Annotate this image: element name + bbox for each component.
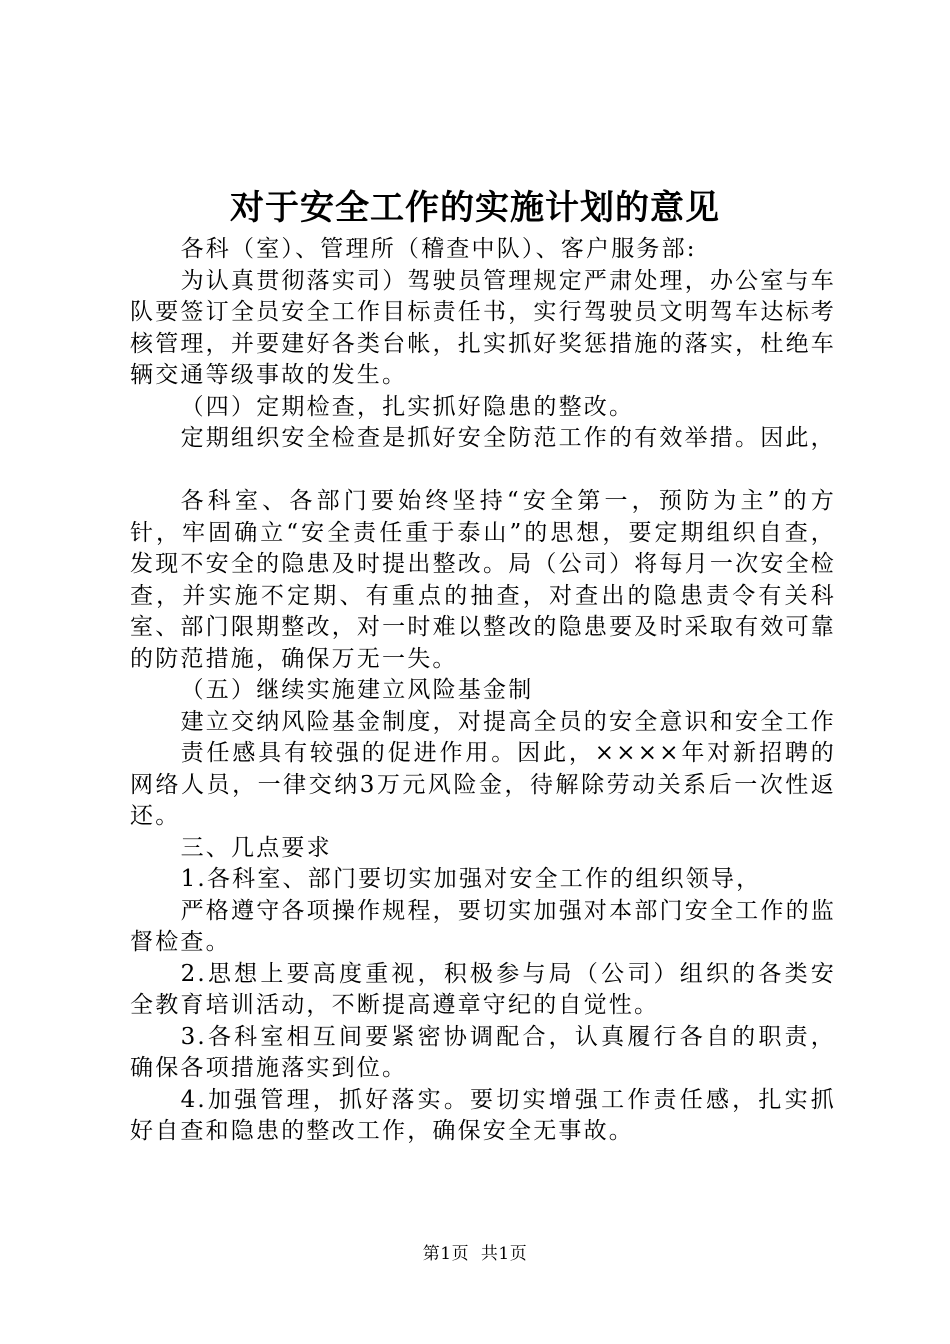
heading-section-5: （五）继续实施建立风险基金制 xyxy=(180,677,534,703)
paragraph-addressee: 各科（室）、管理所（稽查中队）、客户服务部: xyxy=(180,236,697,262)
paragraph-safety-inspection: 各科室、各部门要始终坚持“安全第一，预防为主”的方针，牢固确立“安全责任重于泰山”的思想，要定期组织自查，发现不安全的隐患及时提出整改。局（公司）将每月一次安全检查，并实施不定期、有重点的抽查，对查出的隐患责令有关科室、部门限期整改，对一时难以整改的隐患要及时采取有效可靠的防范措施，确保万无一失。 xyxy=(130,488,836,672)
requirement-1-continued: 严格遵守各项操作规程，要切实加强对本部门安全工作的监督检查。 xyxy=(130,897,836,955)
paragraph-safety-inspection-intro: 定期组织安全检查是抓好安全防范工作的有效举措。因此， xyxy=(180,425,836,451)
paragraph-driver-management: 为认真贯彻落实司）驾驶员管理规定严肃处理，办公室与车队要签订全员安全工作目标责任书，实行驾驶员文明驾车达标考核管理，并要建好各类台帐，扎实抓好奖惩措施的落实，杜绝车辆交通等级事故的发生。 xyxy=(130,267,836,388)
heading-section-4: （四）定期检查，扎实抓好隐患的整改。 xyxy=(180,393,635,420)
heading-requirements: 三、几点要求 xyxy=(180,834,332,861)
paragraph-risk-fund: 责任感具有较强的促进作用。因此，××××年对新招聘的网络人员，一律交纳3万元风险金，待解除劳动关系后一次性返还。 xyxy=(130,740,836,829)
paragraph-risk-fund-intro: 建立交纳风险基金制度，对提高全员的安全意识和安全工作 xyxy=(180,708,836,735)
document-body xyxy=(130,234,836,1148)
requirement-2: 2.思想上要高度重视，积极参与局（公司）组织的各类安全教育培训活动，不断提高遵章守纪的自觉性。 xyxy=(130,960,836,1018)
requirement-4: 4.加强管理，抓好落实。要切实增强工作责任感，扎实抓好自查和隐患的整改工作，确保安全无事故。 xyxy=(130,1086,836,1144)
page-total: 共1页 xyxy=(480,1244,528,1264)
requirement-3: 3.各科室相互间要紧密协调配合，认真履行各自的职责，确保各项措施落实到位。 xyxy=(130,1023,836,1081)
requirement-1: 1.各科室、部门要切实加强对安全工作的组织领导， xyxy=(180,866,762,892)
page-footer xyxy=(0,1242,950,1266)
page-number: 第1页 xyxy=(422,1244,470,1264)
footer-spacer xyxy=(469,1244,481,1264)
document-title: 对于安全工作的实施计划的意见 xyxy=(230,188,720,228)
